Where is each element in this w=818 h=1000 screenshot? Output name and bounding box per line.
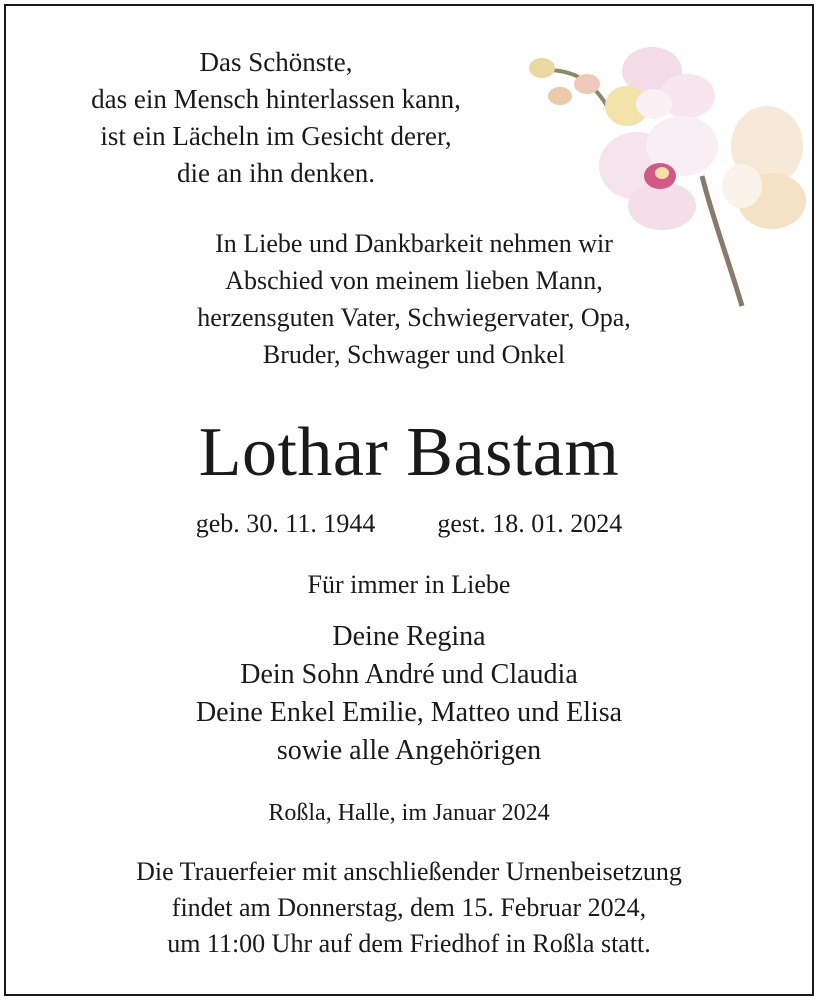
funeral-line: um 11:00 Uhr auf dem Friedhof in Roßla statt. bbox=[167, 929, 651, 958]
quote-line: die an ihn denken. bbox=[177, 158, 375, 188]
farewell-phrase: Für immer in Liebe bbox=[307, 570, 511, 599]
deceased-name: Lothar Bastam bbox=[198, 414, 620, 491]
intro-line: herzensguten Vater, Schwiegervater, Opa, bbox=[197, 303, 631, 332]
intro-line: Bruder, Schwager und Onkel bbox=[262, 340, 566, 369]
intro-line: Abschied von meinem lieben Mann, bbox=[225, 266, 603, 295]
mourner-line: Deine Enkel Emilie, Matteo und Elisa bbox=[195, 697, 623, 728]
birth-date: geb. 30. 11. 1944 bbox=[195, 509, 376, 538]
mourner-line: Dein Sohn André und Claudia bbox=[240, 659, 578, 690]
quote-line: ist ein Lächeln im Gesicht derer, bbox=[100, 121, 452, 151]
quote-line: das ein Mensch hinterlassen kann, bbox=[91, 84, 461, 114]
death-date: gest. 18. 01. 2024 bbox=[437, 509, 623, 538]
funeral-line: Die Trauerfeier mit anschließender Urnenbeisetzung bbox=[136, 857, 682, 886]
mourner-line: Deine Regina bbox=[332, 621, 486, 652]
life-dates bbox=[6, 506, 812, 542]
obituary-card bbox=[4, 4, 814, 996]
place-and-date: Roßla, Halle, im Januar 2024 bbox=[268, 800, 550, 826]
farewell-intro bbox=[6, 225, 812, 373]
intro-line: In Liebe und Dankbarkeit nehmen wir bbox=[215, 229, 613, 258]
funeral-notice bbox=[6, 854, 812, 962]
quote-line: Das Schönste, bbox=[199, 47, 353, 77]
mourner-line: sowie alle Angehörigen bbox=[276, 735, 542, 766]
funeral-line: findet am Donnerstag, dem 15. Februar 2024, bbox=[171, 893, 647, 922]
mourners-list bbox=[6, 618, 812, 770]
memorial-quote bbox=[6, 44, 546, 192]
